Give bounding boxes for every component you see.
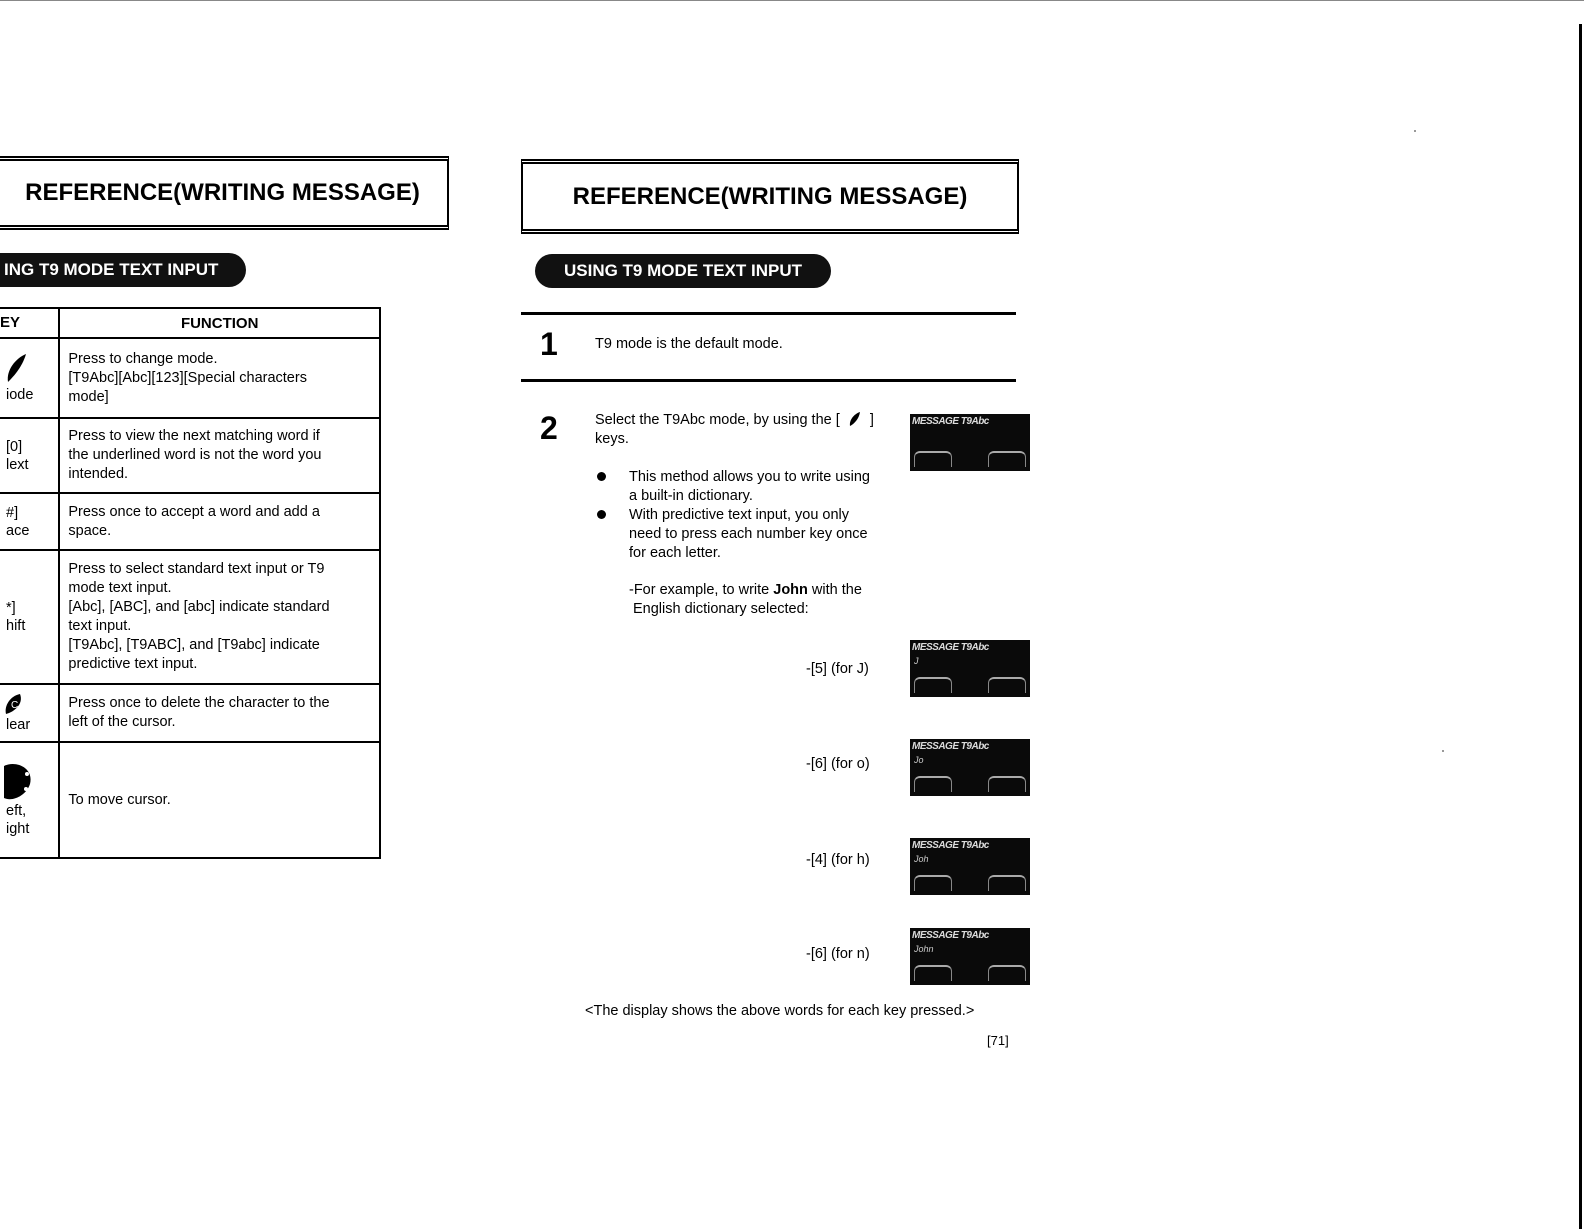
function-cell <box>59 684 380 742</box>
function-line: left of the cursor. <box>68 714 176 730</box>
step2-line2-text: keys. <box>595 431 629 447</box>
mode-key-icon <box>848 411 862 427</box>
function-cell <box>59 493 380 550</box>
function-line: Press to change mode. <box>68 350 218 367</box>
lcd-softkey-left <box>914 776 952 792</box>
step1-text: T9 mode is the default mode. <box>595 336 783 352</box>
lcd-softkey-right <box>988 677 1026 693</box>
lcd-word: John <box>914 944 934 954</box>
function-line: intended. <box>68 466 129 482</box>
left-header-title: REFERENCE(WRITING MESSAGE) <box>25 179 420 206</box>
function-cell <box>59 338 380 418</box>
right-section-label: USING T9 MODE TEXT INPUT <box>563 261 803 280</box>
key-cell <box>0 493 59 550</box>
table-row <box>0 418 380 493</box>
clear-key-icon <box>2 692 28 716</box>
function-line: To move cursor. <box>68 791 171 808</box>
left-section-label: ING T9 MODE TEXT INPUT <box>4 260 219 279</box>
function-line: the underlined word is not the word you <box>68 447 322 463</box>
function-line: space. <box>68 522 112 539</box>
step2-line1-bracket: ] <box>869 412 874 428</box>
key-function-table <box>0 307 381 859</box>
keypress-label: -[5] (for J) <box>806 661 869 677</box>
mode-key-icon <box>2 352 32 386</box>
step2-instruction <box>595 411 874 449</box>
footer-note: <The display shows the above words for each key pressed.> <box>585 1003 975 1019</box>
function-line: mode] <box>68 388 109 405</box>
right-section-pill <box>535 254 831 288</box>
table-row <box>0 493 380 550</box>
bullet-text <box>629 506 868 563</box>
lcd-title: MESSAGE <box>912 930 959 941</box>
key-cell <box>0 684 59 742</box>
bullet-line: a built-in dictionary. <box>629 488 753 504</box>
lcd-softkey-left <box>914 875 952 891</box>
key-label: #] <box>6 504 19 521</box>
lcd-title: MESSAGE <box>912 642 959 653</box>
function-line: predictive text input. <box>68 656 198 672</box>
lcd-mode: T9Abc <box>960 642 989 653</box>
function-line: [T9Abc][Abc][123][Special characters <box>68 369 307 386</box>
lcd-softkey-right <box>988 875 1026 891</box>
lcd-softkey-right <box>988 451 1026 467</box>
function-line: Press once to delete the character to the <box>68 695 330 711</box>
function-line: Press once to accept a word and add a <box>68 503 320 520</box>
scan-speck <box>1442 750 1444 752</box>
function-cell <box>59 418 380 493</box>
key-label: ight <box>6 821 30 837</box>
left-section-pill <box>0 253 246 287</box>
bullet-line: need to press each number key once <box>629 526 868 542</box>
function-cell <box>59 742 380 858</box>
lcd-softkey-left <box>914 451 952 467</box>
function-line: [Abc], [ABC], and [abc] indicate standard <box>68 599 330 615</box>
example-line2: English dictionary selected: <box>633 601 809 617</box>
lcd-title-row <box>912 642 989 653</box>
lcd-softkey-right <box>988 776 1026 792</box>
example-prefix: -For example, to write <box>629 582 774 598</box>
lcd-mode: T9Abc <box>960 930 989 941</box>
function-line: text input. <box>68 618 132 634</box>
left-page-header <box>0 156 449 230</box>
lcd-softkey-left <box>914 965 952 981</box>
table-header-row <box>0 308 380 338</box>
lcd-screen <box>910 928 1030 985</box>
top-border-line <box>0 0 1584 1</box>
lcd-title-row <box>912 416 989 427</box>
key-label: ace <box>6 522 30 539</box>
page-number: [71] <box>987 1033 1009 1048</box>
lcd-mode: T9Abc <box>960 416 989 427</box>
step1-number: 1 <box>540 326 558 362</box>
step2-number: 2 <box>540 410 558 446</box>
keypress-label: -[4] (for h) <box>806 852 870 868</box>
scan-speck <box>1414 130 1416 132</box>
lcd-title-row <box>912 930 989 941</box>
bullet-dot <box>597 510 606 519</box>
table-row <box>0 550 380 684</box>
lcd-screen <box>910 414 1030 471</box>
table-row <box>0 684 380 742</box>
table-row <box>0 742 380 858</box>
key-cell <box>0 418 59 493</box>
keypress-label: -[6] (for o) <box>806 756 870 772</box>
step1-bottom-rule <box>521 379 1016 382</box>
bullet-line: for each letter. <box>629 545 721 561</box>
function-line: mode text input. <box>68 580 172 596</box>
right-page-header <box>521 159 1019 234</box>
function-line: Press to select standard text input or T9 <box>68 561 325 577</box>
lcd-title: MESSAGE <box>912 741 959 752</box>
example-text <box>629 581 862 619</box>
function-line: Press to view the next matching word if <box>68 428 320 444</box>
lcd-title: MESSAGE <box>912 840 959 851</box>
bullet-line: This method allows you to write using <box>629 469 870 485</box>
lcd-screen <box>910 640 1030 697</box>
example-suffix: with the <box>807 582 862 598</box>
function-column-header: FUNCTION <box>59 308 380 338</box>
lcd-word: Joh <box>914 854 929 864</box>
key-cell <box>0 742 59 858</box>
key-label: iode <box>6 387 34 403</box>
lcd-softkey-left <box>914 677 952 693</box>
lcd-title-row <box>912 840 989 851</box>
function-line: [T9Abc], [T9ABC], and [T9abc] indicate <box>68 637 320 653</box>
bullet-text <box>629 468 870 506</box>
example-word: John <box>773 582 808 598</box>
lcd-title-row <box>912 741 989 752</box>
lcd-mode: T9Abc <box>960 840 989 851</box>
key-label: lext <box>6 456 29 473</box>
step1-top-rule <box>521 312 1016 315</box>
function-cell <box>59 550 380 684</box>
svg-text:C: C <box>11 700 19 711</box>
key-cell <box>0 338 59 418</box>
table-row <box>0 338 380 418</box>
right-header-title: REFERENCE(WRITING MESSAGE) <box>572 182 968 210</box>
key-label: [0] <box>6 438 23 455</box>
lcd-screen <box>910 838 1030 895</box>
bullet-line: With predictive text input, you only <box>629 507 850 523</box>
key-label: eft, <box>6 803 27 819</box>
lcd-word: Jo <box>914 755 924 765</box>
key-label: *] <box>6 600 16 616</box>
right-edge-bar <box>1579 24 1582 1229</box>
lcd-title: MESSAGE <box>912 416 959 427</box>
keypress-label: -[6] (for n) <box>806 946 870 962</box>
navigation-key-icon <box>0 762 34 802</box>
lcd-word: J <box>914 656 919 666</box>
key-column-header: EY <box>0 308 59 338</box>
lcd-screen <box>910 739 1030 796</box>
lcd-softkey-right <box>988 965 1026 981</box>
bullet-dot <box>597 472 606 481</box>
lcd-mode: T9Abc <box>960 741 989 752</box>
key-cell <box>0 550 59 684</box>
key-label: lear <box>6 717 31 733</box>
step2-line1-text: Select the T9Abc mode, by using the [ <box>595 412 840 428</box>
key-label: hift <box>6 618 26 634</box>
